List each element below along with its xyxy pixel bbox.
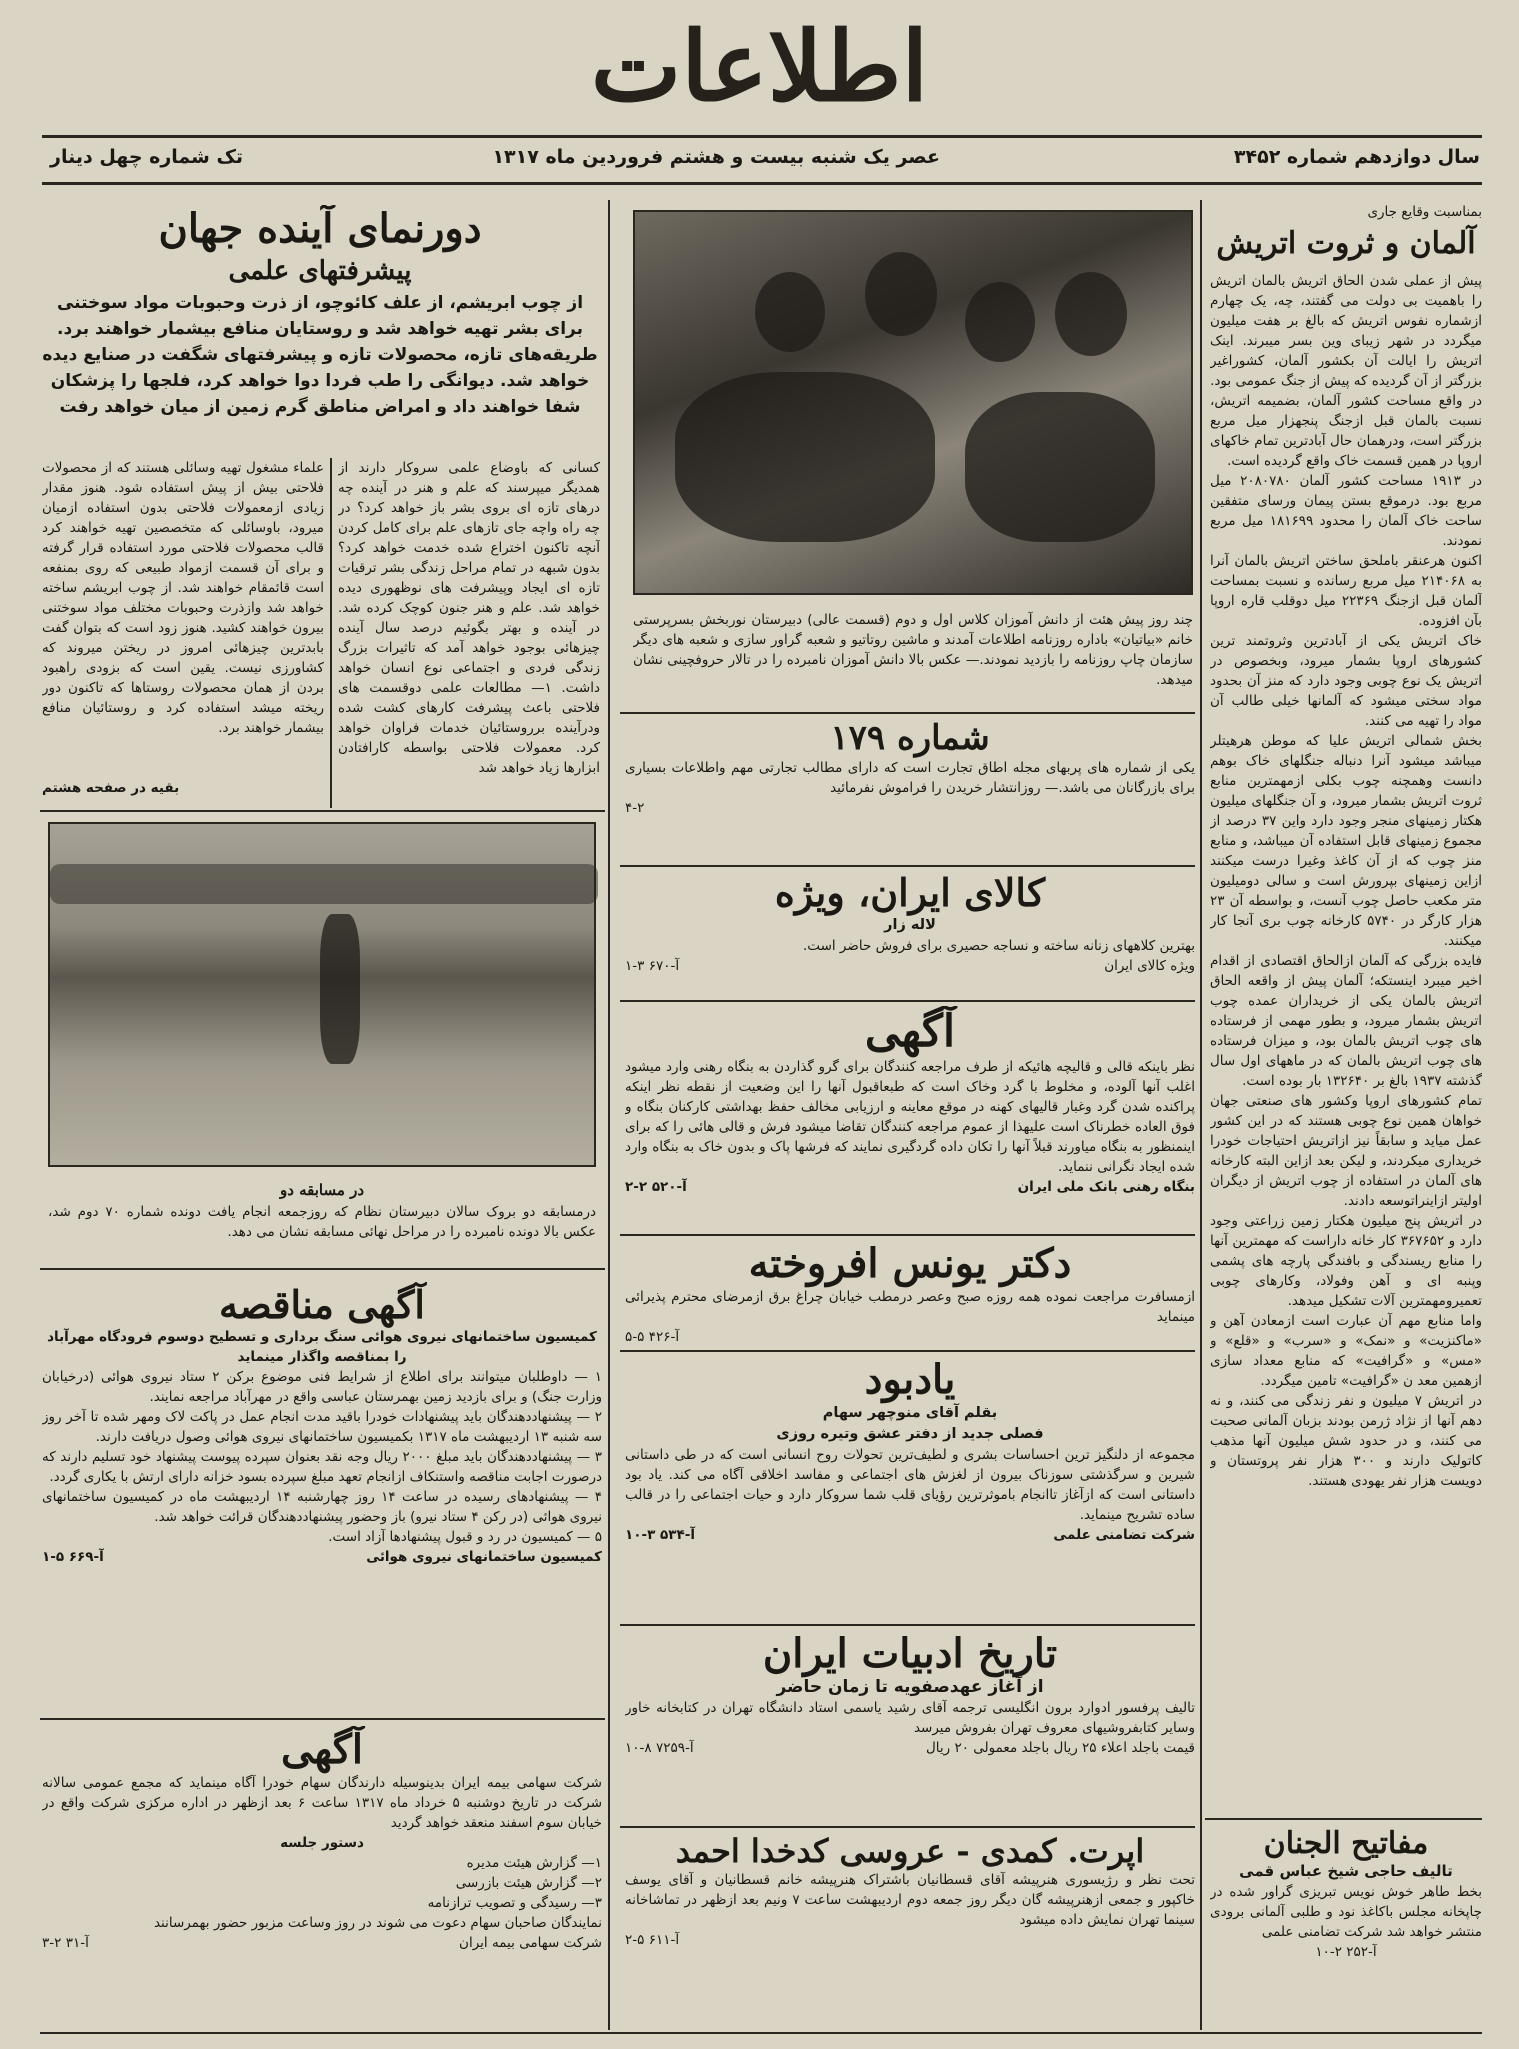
science-subheadline: پیشرفتهای علمی (228, 256, 412, 286)
bank-notice (625, 1006, 1195, 1228)
science-article-col-a: کسانی که باوضاع علمی سروکار دارند از همدیگر میپرسند که علم و هنر در آینده چه درهای تازه ای بروی بشر باز خواهد کرد؟ در چه راه واچه جای تازهای علم برای کامل کردن آنچه تاکنون اختراع شده خدمت خواهد کرد؟ بدون شبهه در تمام مراحل زندگی بشر ترقیات تازه ای ایجاد وپیشرفت های نوظهوری دیده خواهد شد. علم و هنر جنون کوچک کرده شد. در آینده و بهتر بگوئیم درصد سال آینده چیزهائی بوجود خواهد آمد که تاثیرات بزرگ زندگی فردی و اجتماعی نوع انسان خواهد داشت. ۱— مطالعات علمی دوقسمت های فلاحتی باعث پیشرفت کارهای کشت شده ودرآینده برروستائیان خدمات فراوان خواهد کرد. معمولات فلاحتی بواسطه کارافتادن ابزارها زیاد خواهد شد (338, 460, 600, 776)
doctor-ad-title: دکتر یونس افروخته (748, 1240, 1072, 1287)
hat-shop-ad-title: کالای ایران، ویژه (774, 870, 1046, 915)
insurance-agenda-item: ۱— گزارش هیئت مدیره (466, 1855, 602, 1871)
insurance-notice-code: آ-۳۱ ۲-۳ (42, 1935, 89, 1951)
hat-shop-ad-text: بهترین کلاههای زنانه ساخته و نساجه حصیری برای فروش حاضر است. (803, 938, 1195, 954)
doctor-ad (625, 1240, 1195, 1345)
insurance-agenda-item: ۲— گزارش هیئت بازرسی (455, 1875, 602, 1891)
yadbood-text: مجموعه از دلنگیز ترین احساسات بشری و لطیف‌ترین تحولات روح انسانی است که در طی داستانی شیرین و سرگذشتی سوزناک بیرون از لغزش های اجتماعی و مفاسد اخلاقی آگاه می کند. یاد بود داستانی است که ازآغاز تاانجام باموثرترین رؤیای قلب شما سروکار دارد و حیات اجتماعی را در قالب ساده تشریح مینماید. (625, 1447, 1195, 1523)
divider (620, 1350, 1195, 1352)
hat-shop-ad (625, 870, 1195, 995)
race-photo-title: در مسابقه دو (279, 1181, 365, 1199)
divider (40, 810, 605, 812)
book-ad-author: تالیف حاجی شیخ عباس قمی (1239, 1862, 1453, 1880)
insurance-notice-title: آگهی (281, 1726, 363, 1773)
divider (620, 712, 1195, 714)
article-paragraph: در ۱۹۱۳ مساحت کشور آلمان ۲۰۸۰۷۸۰ میل مربع بود. درموقع بستن پیمان ورسای متفقین ساحت خاک آلمان را محدود ۱۸۱۶۹۹ میل مربع نمودند. (1210, 473, 1482, 549)
hat-shop-ad-sign: ویژه کالای ایران (1104, 958, 1195, 974)
divider (620, 865, 1195, 867)
literature-history-text: تالیف پرفسور ادوارد برون انگلیسی ترجمه آقای رشید یاسمی استاد دانشگاه تهران در کتابخانه خاور وسایر کتابفروشیهای معروف تهران بفروش میرسد (625, 1700, 1195, 1736)
book-ad-code: آ-۲۵۲ ۲-۱۰ (1315, 1944, 1377, 1960)
tender-notice-item: ۳ — پیشنهاددهندگان باید مبلغ ۲۰۰۰ ریال وجه نقد بعنوان سپرده پیوست پیشنهاد خود تسلیم دارند که درصورت اجابت مناقصه واستنکاف ازانجام تعهد مبلغ سپرده بسود خزانه دارای ارتش با یکاری گردد. (42, 1449, 602, 1485)
bank-notice-text: نظر باینکه قالی و قالیچه هائیکه از طرف مراجعه کنندگان برای گرو گذاردن به بنگاه رهنی وارد میشود اغلب آنها آلوده، و مخلوط با گرد وخاک است که طبعاقبول آنها را این وضعیت از نقطه نظر اینکه پراکنده شدن گرد وغبار قالیهای کهنه در موقع معاینه و ارزیابی مخالف حفظ بهداشتی کارکنان بنگاه و فوق العاده خطرناک است علیهذا از عموم مراجعه کنندگان تقاضا میشود فرش و قالی هائی را که برای اینمنظور به بنگاه میاورند قبلاً آنها را تکان داده گردگیری نمایند که فرشها پاک و بدون خاک به بنگاه وارد شده ایجاد نگرانی ننماید. (625, 1059, 1195, 1175)
book-ad-title: مفاتیح الجنان (1263, 1826, 1429, 1861)
dateline (50, 140, 1480, 180)
insurance-notice-text: شرکت سهامی بیمه ایران بدینوسیله دارندگان سهام خودرا آگاه مینماید که مجمع عمومی سالانه شرکت در تاریخ دوشنبه ۵ خرداد ماه ۱۳۱۷ ساعت ۶ بعد ازظهر در اداره مرکزی شرکت واقع در خیابان سوم اسفند منعقد خواهد گردید (42, 1775, 602, 1831)
yadbood-subtitle: فصلی جدید از دفتر عشق وتیره روزی (776, 1426, 1044, 1442)
issue-price: تک شماره چهل دینار (50, 146, 244, 168)
insurance-agenda-item: ۳— رسیدگی و تصویب ترازنامه (427, 1895, 602, 1911)
issue-number: سال دوازدهم شماره ۳۴۵۲ (1233, 146, 1480, 168)
literature-history-ad (625, 1630, 1195, 1820)
magazine-ad-title: شماره ۱۷۹ (830, 718, 990, 758)
tender-notice-intro: کمیسیون ساختمانهای نیروی هوائی سنگ برداری و تسطیح دوسوم فرودگاه مهرآباد را بمناقصه واگذار مینماید (47, 1329, 597, 1365)
article-headline-austria: آلمان و ثروت اتریش (1216, 226, 1476, 261)
insurance-notice-sign: شرکت سهامی بیمه ایران (459, 1935, 602, 1951)
divider (620, 1000, 1195, 1002)
article-paragraph: در اتریش پنج میلیون هکتار زمین زراعتی وجود دارد و ۳۶۷۶۵۲ کار خانه داراست که مهمترین آنها را منابع ریسندگی و بافندگی پارچه های پشمی وپنبه ای و آهن وفولاد، وکارهای چوبی تعمیرومهمترین آلات تشکیل میدهد. (1210, 1213, 1482, 1309)
operetta-title: اپرت. کمدی - عروسی کدخدا احمد (675, 1832, 1145, 1870)
bank-notice-code: آ-۵۲۰ ۲-۲ (625, 1179, 687, 1195)
divider (620, 1234, 1195, 1236)
divider (40, 1718, 605, 1720)
magazine-ad-text: یکی از شماره های پربهای مجله اطاق تجارت است که دارای مطالب تجارتی مهم واطلاعات بسیاری برای بازرگانان می باشد.— روزانتشار خریدن را فراموش نفرمائید (625, 760, 1195, 796)
tender-notice-item: ۵ — کمیسیون در رد و قبول پیشنهادها آزاد است. (328, 1529, 602, 1545)
tender-notice-title: آگهی مناقصه (219, 1282, 425, 1327)
literature-history-code: آ-۷۲۵۹ ۸-۱۰ (625, 1740, 694, 1756)
masthead-rule-bottom (42, 182, 1482, 185)
tender-notice-item: ۱ — داوطلبان میتوانند برای اطلاع از شرایط فنی موضوع برکن ۲ ستاد نیروی هوائی (درخیابان وزارت جنگ) و برای بازدید زمین بهمرستان عباسی واقع در مهرآباد مراجعه نمایند. (42, 1369, 602, 1405)
article-paragraph: خاک اتریش یکی از آبادترین وثروتمند ترین کشورهای اروپا بشمار میرود، وبخصوص در اتریش یک نوع چوبی وجود دارد که منز آن بحدود مواد سختی میشود که آلمانها خیلی طالب آن مواد را تهیه می کنند. (1210, 633, 1482, 729)
science-deck: از چوب ابریشم، از علف کائوچو، از ذرت وحبوبات مواد سوختنی برای بشر تهیه خواهد شد و روستایان منافع بیشمار خواهند برد. طریقه‌های تازه، محصولات تازه و پیشرفتهای شگفت در صنایع دیده خواهد شد. دیوانگی را طب فردا دوا خواهد کرد، فلجها را پزشکان شفا خواهند داد و امراض مناطق گرم زمین از میان خواهد رفت (42, 293, 598, 417)
article-paragraph: واما منابع مهم آن عبارت است ازمعادن آهن و «ماکنزیت» و «نمک» و «سرب» و «قلع» و «مس» و «گرافیت» که منابع معداد سازی ازهمین معد ن «گرافیت» تامین میگردد. (1210, 1313, 1482, 1389)
bank-notice-sign: بنگاه رهنی بانک ملی ایران (1017, 1179, 1195, 1195)
newspaper-title: اطلاعات (590, 10, 929, 123)
continued-notice: بقیه در صفحه هشتم (42, 780, 180, 796)
literature-history-price: قیمت باجلد اعلاء ۲۵ ریال باجلد معمولی ۲۰ ریال (925, 1740, 1195, 1756)
divider (40, 1268, 605, 1270)
operetta-text: تحت نظر و رژیسوری هنرپیشه آقای قسطانیان باشتراک هنرپیشه خانم قسطانیان و آقای یوسف خاکپور و جمعی ازهنرپیشه گان دیگر روز جمعه دوم اردیبهشت ساعت ۷ ونیم بعد ازظهر در تماشاخانه سینما تهران نمایش داده میشود (625, 1872, 1195, 1928)
magazine-ad (625, 718, 1195, 853)
tender-notice-code: آ-۶۶۹ ۵-۱ (42, 1549, 104, 1565)
bank-notice-title: آگهی (864, 1006, 956, 1057)
science-headline: دورنمای آینده جهان (158, 205, 482, 252)
literature-history-subtitle: از آغاز عهدصفویه تا زمان حاضر (776, 1677, 1044, 1697)
students-photo (633, 210, 1193, 595)
race-photo-caption: درمسابقه دو بروک سالان دبیرستان نظام که روزجمعه انجام یافت دونده شماره ۷۰ دوم شد، عکس بالا دونده نامبرده را در مراحل نهائی مسابقه نشان می دهد. (48, 1204, 596, 1240)
operetta-code: آ-۶۱۱ ۵-۲ (625, 1932, 680, 1948)
page-bottom-rule (40, 2032, 1482, 2034)
yadbood-title: یادبود (864, 1356, 956, 1403)
race-photo (48, 822, 596, 1167)
insurance-agenda-title: دستور جلسه (280, 1835, 364, 1851)
article-paragraph: تمام کشورهای اروپا وکشور های صنعتی جهان خواهان همین نوع چوبی هستند که در این کشور عمل میاید و سابقاً نیز ازاتریش احتیاجات خودرا خریداری میکردند، و لیکن بعد ازاین البته کارخانه های آلمان در استفاده از چوب اتریش از دیگران اولیتر ازاینراتوسعه دادند. (1210, 1093, 1482, 1209)
hat-shop-ad-code: آ-۶۷۰ ۳-۱ (625, 958, 680, 974)
article-paragraph: پیش از عملی شدن الحاق اتریش بالمان اتریش را باهمیت بی دولت می گفتند، چه، یک چهارم ازشماره نفوس اتریش که بالغ بر هفت میلیون میگردد در شهر زیبای وین بسر میبرند. اینک اتریش را ایالت آن بکشور آلمان، کشوراغیر بزرگتر از آن گردیده که پیش از جنگ عمومی بود. (1210, 273, 1482, 389)
magazine-ad-code: ۴-۲ (625, 800, 645, 816)
tender-notice (42, 1282, 602, 1712)
operetta-ad (625, 1832, 1195, 2027)
book-ad-text: بخط طاهر خوش نویس تبریزی گراور شده در چاپخانه مجلس باکاغذ نود و طلبی آلمانی برودی منتشر خواهد شد شرکت تضامنی علمی (1210, 1884, 1482, 1940)
tender-notice-item: ۲ — پیشنهاددهندگان باید پیشنهادات خودرا باقید مدت انجام عمل در پاکت لاک ومهر شده تا آخر روز سه شنبه ۱۳ اردیبهشت ماه ۱۳۱۷ بکمیسیون ساختمانهای نیروی هوائی وصول دریافت دارند. (42, 1409, 602, 1445)
doctor-ad-code: آ-۴۲۶ ۵-۵ (625, 1329, 680, 1345)
masthead-rule-top (42, 135, 1482, 138)
article-paragraph: در اتریش ۷ میلیون و نفر زندگی می کنند، و نه دهم آنها از نژاد ژرمن بودند بزبان آلمانی صحبت می کنند، و در حدود شش میلیون آنها مذهب کاتولیک دارند و ۳۰۰ هزار نفر پروتستان و دویست هزار نفر یهودی هستند. (1210, 1393, 1482, 1489)
article-paragraph: در واقع مساحت کشور آلمان، بضمیمه اتریش، نسبت بالمان قبل ازجنگ پنجهزار میل مربع بزرگتر است، ودرهمان حال آبادترین تمام خاکهای اروپا در همین قسمت خاک واقع گردیده است. (1210, 393, 1482, 469)
article-kicker: بمناسبت وقایع جاری (1367, 204, 1482, 220)
right-column (1210, 202, 1482, 1992)
yadbood-author: بقلم آقای منوچهر سهام (822, 1405, 998, 1421)
article-paragraph: اکنون هرعنقر باملحق ساختن اتریش بالمان آنرا به ۲۱۴۰۶۸ میل مربع رسانده و نسبت بمساحت آلمان قبل ازجنگ ۲۲۳۶۹ میل دوقلب قاره اروپا بآن افزوده. (1210, 553, 1482, 629)
science-article-col-b: علماء مشغول تهیه وسائلی هستند که از محصولات فلاحتی بیش از پیش استفاده شود. هنوز مقدار زیادی ازمعمولات فلاحتی بدون استفاده ازمیان میرود، باوسائلی که متخصصین تهیه خواهند کرد قالب محصولات فلاحتی مورد استفاده قرار گرفته و برای آن قسمت ازمواد طبیعی که روی بمنفعه است قائمقام خواهند شد. از چوب ابریشم ساخته خواهد شد وازذرت وحبوبات مختلف مواد سوختنی بیرون خواهند کشید. هنوز زود است که بتوان گفت بابدترین چیزهائی امروز در ریختن میروند که کشاورزی نیست. یقین است که بزودی راهبود بردن از همان محصولات روستاها که تاکنون دور ریخته میشد استفاده کرد و روستائیان منافع بیشمار خواهند برد. (42, 460, 324, 736)
column-divider-left (608, 200, 610, 2030)
book-ad (1210, 1826, 1482, 2026)
tender-notice-item: ۴ — پیشنهادهای رسیده در ساعت ۱۴ روز چهارشنبه ۱۴ اردیبهشت ماه در کمیسیون ساختمانهای نیروی هوائی (در رکن ۴ ستاد نیرو) باز وحضور پیشنهاددهندگان قرائت خواهد شد. (42, 1489, 602, 1525)
article-paragraph: بخش شمالی اتریش علیا که موطن هرهیتلر میباشد میشود آنرا دنباله جنگلهای خاک بوهم دانست وهمچنه چوب بکلی ازمهمترین منابع ثروت اتریش بشمار میرود، و آن جنگلهای میلیون هکتار زمینهای منجر وجود دارد واین ۳۷ درصد از مجموع زمینهای قابل استفاده آن میباشد، و منابع منز چوب که از آن کاغذ وغیرا درست میکنند ازاین زمینهای بپرورش است و سالی دومیلیون متر مکعب حاصل چوب آنست، و بواسطه آن ۲۳ هزار کارگر در ۵۷۴۰ کارخانه چوب بری آنجا کار میکنند. (1210, 733, 1482, 949)
divider (620, 1826, 1195, 1828)
book-yadbood-ad (625, 1356, 1195, 1618)
yadbood-code: آ-۵۳۴ ۳-۱۰ (625, 1527, 696, 1543)
yadbood-sign: شرکت تضامنی علمی (1053, 1527, 1195, 1543)
article-paragraph: فایده بزرگی که آلمان ازالحاق اقتصادی از اقدام اخیر میبرد اینستکه؛ آلمان پیش از واقعه الحاق اتریش بالمان یکی از خریداران عمده چوب اتریش بشمار میرود، و بطور مهمی از فرستاده های چوب اتریش بالمان بود، و میزان فرستاده های چوب اتریش بالمان که در ماههای اول سال گذشته ۱۹۳۷ بالغ بر ۱۳۲۶۴۰ بار بوده است. (1210, 953, 1482, 1089)
literature-history-title: تاریخ ادبیات ایران (762, 1630, 1058, 1677)
divider (1205, 1818, 1482, 1820)
divider (620, 1624, 1195, 1626)
subcolumn-divider (330, 458, 332, 808)
insurance-notice-note: نمایندگان صاحبان سهام دعوت می شوند در روز وساعت مزبور حضور بهمرسانند (153, 1915, 602, 1931)
science-article-header (40, 205, 600, 455)
insurance-notice (42, 1726, 602, 2026)
issue-date: عصر یک شنبه بیست و هشتم فروردین ماه ۱۳۱۷ (492, 146, 940, 168)
students-photo-caption: چند روز پیش هئت از دانش آموزان کلاس اول و دوم (قسمت عالی) دبیرستان نوربخش بسرپرستی خانم «بیاتیان» باداره روزنامه اطلاعات آمدند و ماشین روتاتیو و شعبه گراور سازی و شعبه های دیگر سازمان چاپ روزنامه را بازدید نمودند.— عکس بالا دانش آموزان نامبرده را در تالار حروفچینی نشان میدهد. (633, 612, 1193, 688)
hat-shop-ad-location: لاله زار (884, 917, 936, 933)
doctor-ad-text: ازمسافرت مراجعت نموده همه روزه صبح وعصر درمطب خیابان چراغ برق ازمرضای محترم پذیرائی مینماید (625, 1289, 1195, 1325)
column-divider-right (1200, 200, 1202, 2030)
tender-notice-sign: کمیسیون ساختمانهای نیروی هوائی (366, 1549, 602, 1565)
masthead (0, 0, 1519, 135)
